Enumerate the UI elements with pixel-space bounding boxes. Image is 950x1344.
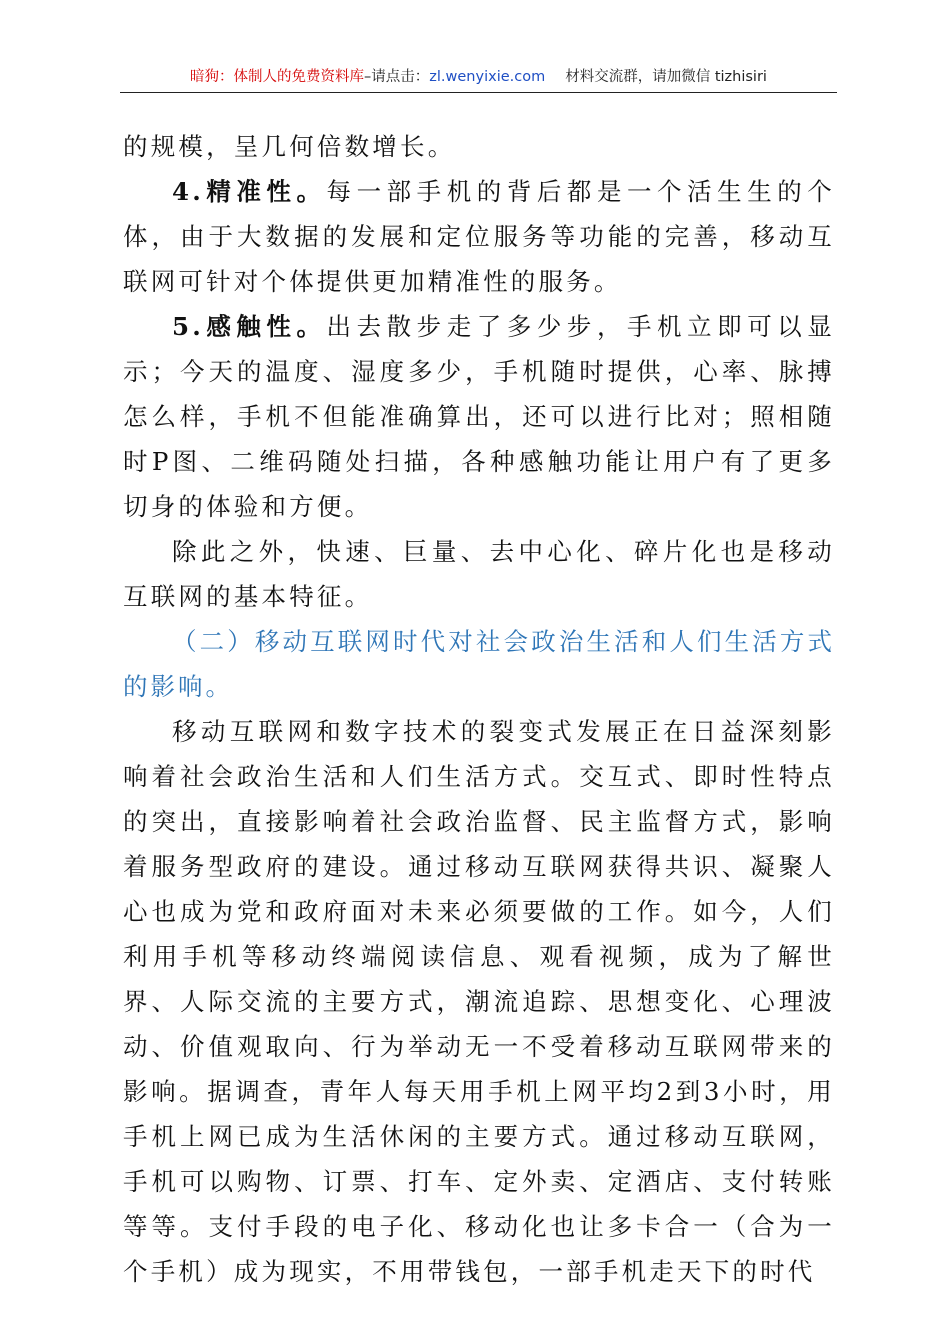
header-cta: –请点击： [364,69,430,85]
header-wechat-id: tizhisiri [714,69,767,85]
paragraph-impact [123,709,835,1294]
header-url-link[interactable]: zl.wenyixie.com [429,69,546,85]
header-brand: 暗狗：体制人的免费资料库 [190,69,365,85]
paragraph-lead: 5.感触性。 [172,312,327,341]
paragraph-text: 移动互联网和数字技术的裂变式发展正在日益深刻影响着社会政治生活和人们生活方式。交互式、即时性特点的突出，直接影响着社会政治监督、民主监督方式，影响着服务型政府的建设。通过移动互联网获得共识、凝聚人心也成为党和政府面对未来必须要做的工作。如今，人们利用手机等移动终端阅读信息、观看视频，成为了解世界、人际交流的主要方式，潮流追踪、思想变化、心理波动、价值观取向、行为举动无一不受着移动互联网带来的影响。据调查，青年人每天用手机上网平均2到3小时，用手机上网已成为生活休闲的主要方式。通过移动互联网，手机可以购物、订票、打车、定外卖、定酒店、支付转账等等。支付手段的电子化、移动化也让多卡合一（合为一个手机）成为现实，不用带钱包，一部手机走天下的时代 [123,717,835,1286]
document-body [123,124,835,1294]
paragraph-other-features [123,529,835,619]
paragraph-text: 的规模，呈几何倍数增长。 [123,132,456,161]
paragraph-text: 出去散步走了多少步，手机立即可以显示；今天的温度、湿度多少，手机随时提供，心率、脉搏怎么样，手机不但能准确算出，还可以进行比对；照相随时P图、二维码随处扫描，各种感触功能让用户有了更多切身的体验和方便。 [123,312,836,521]
section-heading [123,619,835,709]
header-group-text: 材料交流群，请加微信 [565,69,711,85]
page-header [120,62,837,93]
paragraph-continuation [123,124,835,169]
heading-text: （二）移动互联网时代对社会政治生活和人们生活方式的影响。 [123,627,835,701]
paragraph-precision [123,169,835,304]
paragraph-text: 每一部手机的背后都是一个活生生的个体，由于大数据的发展和定位服务等功能的完善，移动互联网可针对个体提供更加精准性的服务。 [123,177,836,296]
paragraph-text: 除此之外，快速、巨量、去中心化、碎片化也是移动互联网的基本特征。 [123,537,835,611]
paragraph-tactility [123,304,835,529]
paragraph-lead: 4.精准性。 [172,177,327,206]
